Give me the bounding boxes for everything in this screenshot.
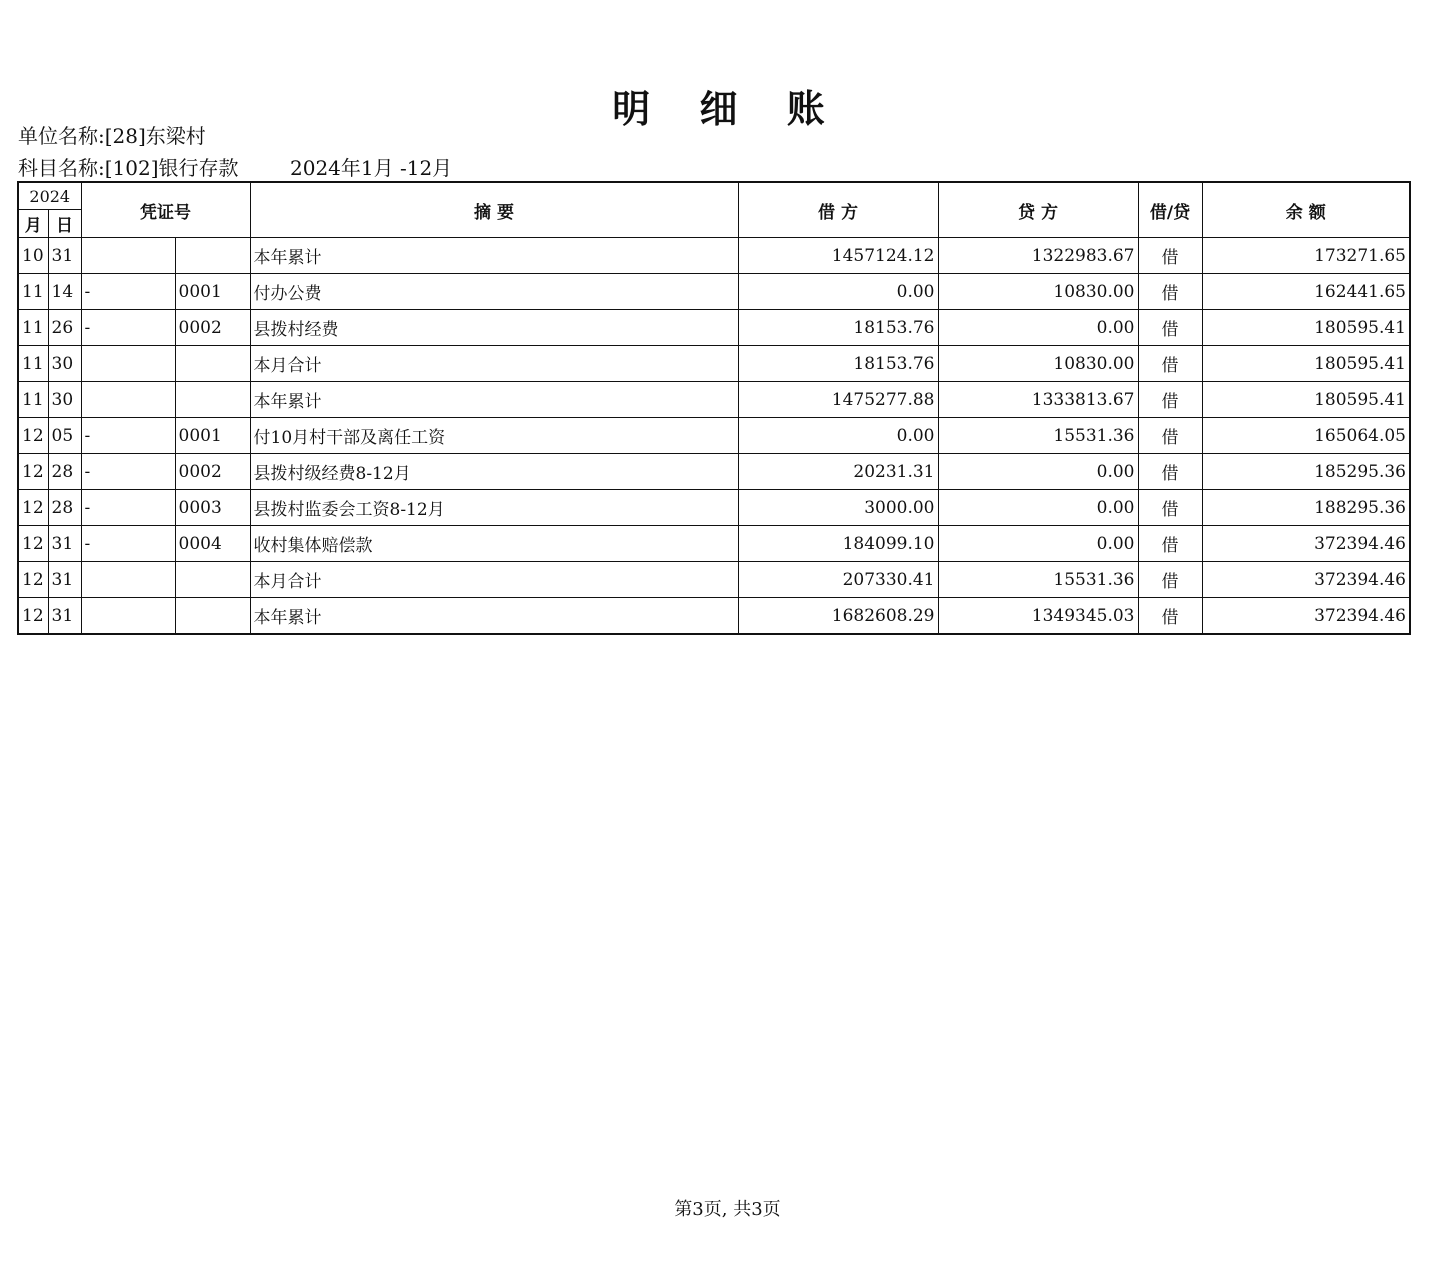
subject-name [18,152,239,181]
cell-voucher-type [81,598,175,635]
cell-balance: 165064.05 [1202,418,1410,454]
cell-summary: 县拨村监委会工资8-12月 [250,490,738,526]
cell-month: 12 [18,418,48,454]
table-row [18,346,1410,382]
cell-balance: 173271.65 [1202,238,1410,274]
cell-month: 12 [18,562,48,598]
cell-day: 14 [48,274,81,310]
cell-summary: 县拨村级经费8-12月 [250,454,738,490]
cell-voucher-no [175,382,250,418]
cell-summary: 县拨村经费 [250,310,738,346]
cell-voucher-type [81,382,175,418]
unit-name [18,120,206,149]
cell-direction: 借 [1138,562,1202,598]
cell-debit: 184099.10 [738,526,938,562]
cell-month: 12 [18,454,48,490]
cell-voucher-no [175,562,250,598]
cell-voucher-no [175,346,250,382]
cell-day: 31 [48,526,81,562]
cell-voucher-type: - [81,418,175,454]
cell-debit: 1475277.88 [738,382,938,418]
page-footer: 第3页, 共3页 [674,1199,781,1220]
cell-month: 11 [18,382,48,418]
table-row [18,562,1410,598]
cell-direction: 借 [1138,598,1202,635]
cell-balance: 188295.36 [1202,490,1410,526]
cell-voucher-no: 0004 [175,526,250,562]
cell-debit: 18153.76 [738,346,938,382]
cell-day: 30 [48,382,81,418]
cell-debit: 18153.76 [738,310,938,346]
cell-voucher-type [81,238,175,274]
header-voucher: 凭证号 [81,182,250,238]
cell-credit: 15531.36 [938,418,1138,454]
cell-voucher-no: 0002 [175,310,250,346]
cell-direction: 借 [1138,382,1202,418]
cell-balance: 372394.46 [1202,526,1410,562]
cell-summary: 付10月村干部及离任工资 [250,418,738,454]
cell-day: 26 [48,310,81,346]
cell-voucher-no: 0001 [175,418,250,454]
cell-credit: 15531.36 [938,562,1138,598]
cell-balance: 162441.65 [1202,274,1410,310]
table-row [18,598,1410,635]
ledger-body [18,238,1410,635]
cell-credit: 1322983.67 [938,238,1138,274]
cell-month: 12 [18,598,48,635]
cell-voucher-no: 0002 [175,454,250,490]
cell-day: 28 [48,454,81,490]
cell-voucher-no: 0001 [175,274,250,310]
cell-summary: 本年累计 [250,238,738,274]
subject-value: [102]银行存款 [104,156,239,180]
header-month: 月 [18,210,48,238]
cell-day: 28 [48,490,81,526]
cell-credit: 10830.00 [938,274,1138,310]
cell-debit: 0.00 [738,274,938,310]
cell-debit: 207330.41 [738,562,938,598]
cell-balance: 180595.41 [1202,310,1410,346]
cell-direction: 借 [1138,346,1202,382]
table-row [18,238,1410,274]
cell-balance: 180595.41 [1202,346,1410,382]
cell-credit: 0.00 [938,454,1138,490]
cell-month: 10 [18,238,48,274]
cell-direction: 借 [1138,274,1202,310]
table-row [18,382,1410,418]
header-day: 日 [48,210,81,238]
cell-direction: 借 [1138,490,1202,526]
cell-balance: 185295.36 [1202,454,1410,490]
header-summary: 摘 要 [250,182,738,238]
header-direction: 借/贷 [1138,182,1202,238]
table-row [18,454,1410,490]
cell-month: 11 [18,310,48,346]
cell-debit: 1682608.29 [738,598,938,635]
cell-balance: 372394.46 [1202,598,1410,635]
cell-summary: 付办公费 [250,274,738,310]
cell-debit: 0.00 [738,418,938,454]
cell-summary: 本年累计 [250,598,738,635]
unit-value: [28]东梁村 [104,124,206,148]
cell-debit: 20231.31 [738,454,938,490]
period: 2024年1月 -12月 [290,156,453,180]
header-year: 2024 [18,182,81,210]
table-row [18,526,1410,562]
cell-summary: 本月合计 [250,346,738,382]
table-row [18,490,1410,526]
cell-direction: 借 [1138,454,1202,490]
cell-credit: 0.00 [938,310,1138,346]
cell-credit: 1349345.03 [938,598,1138,635]
ledger-table [17,181,1411,635]
cell-summary: 收村集体赔偿款 [250,526,738,562]
page-title: 明 细 账 [612,86,843,131]
cell-month: 11 [18,274,48,310]
cell-balance: 180595.41 [1202,382,1410,418]
cell-balance: 372394.46 [1202,562,1410,598]
header-balance: 余 额 [1202,182,1410,238]
unit-label: 单位名称: [18,124,105,148]
cell-voucher-no [175,598,250,635]
cell-credit: 10830.00 [938,346,1138,382]
table-row [18,418,1410,454]
cell-direction: 借 [1138,526,1202,562]
header-debit: 借 方 [738,182,938,238]
cell-voucher-type [81,346,175,382]
cell-voucher-type: - [81,274,175,310]
cell-day: 30 [48,346,81,382]
cell-month: 12 [18,490,48,526]
cell-debit: 3000.00 [738,490,938,526]
cell-voucher-no [175,238,250,274]
cell-voucher-type [81,562,175,598]
header-credit: 贷 方 [938,182,1138,238]
cell-summary: 本年累计 [250,382,738,418]
cell-credit: 1333813.67 [938,382,1138,418]
cell-direction: 借 [1138,310,1202,346]
table-row [18,274,1410,310]
cell-credit: 0.00 [938,490,1138,526]
cell-voucher-no: 0003 [175,490,250,526]
cell-voucher-type: - [81,526,175,562]
cell-debit: 1457124.12 [738,238,938,274]
cell-day: 31 [48,598,81,635]
table-row [18,310,1410,346]
cell-voucher-type: - [81,454,175,490]
cell-direction: 借 [1138,238,1202,274]
cell-day: 05 [48,418,81,454]
cell-month: 11 [18,346,48,382]
subject-label: 科目名称: [18,156,105,180]
cell-voucher-type: - [81,310,175,346]
cell-voucher-type: - [81,490,175,526]
cell-credit: 0.00 [938,526,1138,562]
cell-summary: 本月合计 [250,562,738,598]
cell-direction: 借 [1138,418,1202,454]
cell-month: 12 [18,526,48,562]
cell-day: 31 [48,238,81,274]
cell-day: 31 [48,562,81,598]
